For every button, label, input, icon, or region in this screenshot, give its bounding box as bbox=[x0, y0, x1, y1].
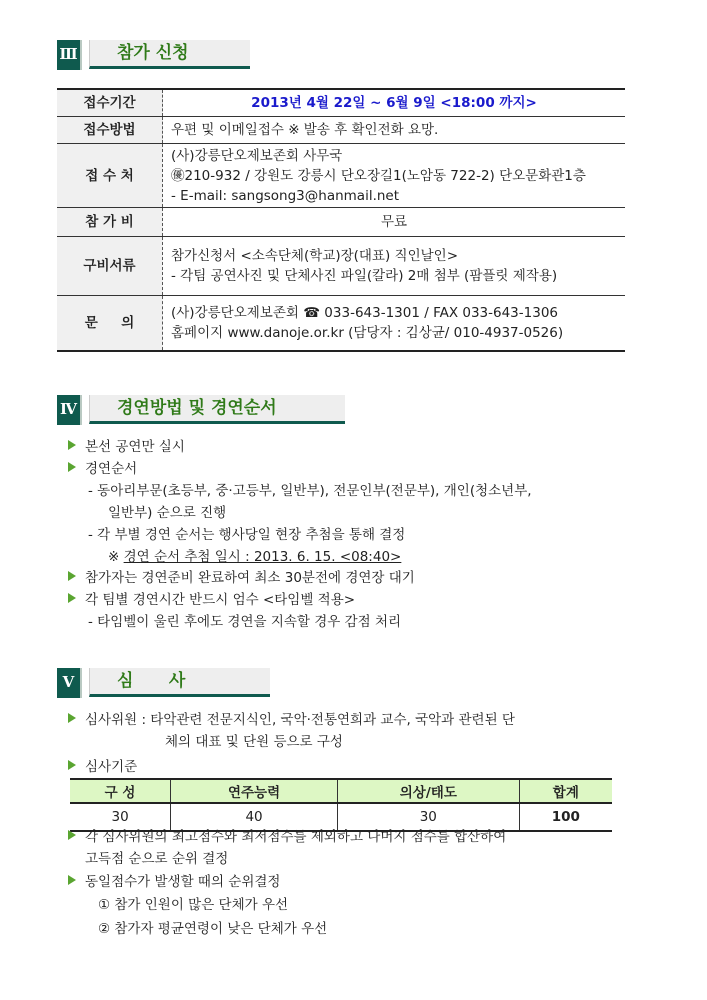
bullet-item bbox=[68, 459, 137, 479]
total-cell: 100 bbox=[519, 803, 612, 831]
bullet-text: 심사위원 : 타악관련 전문지식인, 국악·전통연희과 교수, 국악과 관련된 단 bbox=[85, 712, 515, 728]
note-mark: ※ bbox=[108, 549, 120, 565]
column-header: 합계 bbox=[519, 779, 612, 803]
application-address bbox=[163, 144, 626, 208]
bullet-item bbox=[68, 827, 506, 847]
table-row bbox=[57, 208, 625, 237]
bullet-text: 본선 공연만 실시 bbox=[85, 439, 185, 455]
bullet-item bbox=[68, 757, 137, 777]
sub-item: - 타임벨이 울린 후에도 경연을 지속할 경우 감점 처리 bbox=[88, 614, 402, 630]
bullet-text: 경연순서 bbox=[85, 461, 138, 477]
scoring-criteria-table bbox=[70, 778, 612, 832]
arrow-icon bbox=[68, 571, 76, 581]
row-label: 참 가 비 bbox=[57, 208, 163, 237]
continuation-text: 체의 대표 및 단원 등으로 구성 bbox=[165, 734, 343, 750]
section-title: 경연방법 및 경연순서 bbox=[89, 395, 345, 424]
bullet-item bbox=[68, 710, 515, 730]
table-row bbox=[57, 296, 625, 351]
application-method: 우편 및 이메일접수 ※ 발송 후 확인전화 요망. bbox=[163, 117, 626, 144]
bullet-text: 참가자는 경연준비 완료하여 최소 30분전에 경연장 대기 bbox=[85, 570, 415, 586]
sub-item: 일반부) 순으로 진행 bbox=[108, 505, 227, 521]
arrow-icon bbox=[68, 875, 76, 885]
column-header: 의상/태도 bbox=[337, 779, 519, 803]
table-row bbox=[57, 89, 625, 117]
continuation-text: 고득점 순으로 순위 결정 bbox=[85, 851, 229, 867]
cell-line: - 각팀 공연사진 및 단체사진 파일(칼라) 2매 첨부 (팜플릿 제작용) bbox=[171, 268, 558, 284]
section-title: 참가 신청 bbox=[89, 40, 250, 69]
column-header: 구 성 bbox=[70, 779, 171, 803]
arrow-icon bbox=[68, 713, 76, 723]
cell-line: 참가신청서 <소속단체(학교)장(대표) 직인날인> bbox=[171, 248, 459, 264]
cell-line: (사)강릉단오제보존회 사무국 bbox=[171, 147, 343, 164]
bullet-text: 심사기준 bbox=[85, 759, 138, 775]
row-label: 접수방법 bbox=[57, 117, 163, 144]
arrow-icon bbox=[68, 462, 76, 472]
section-title: 심 사 bbox=[89, 668, 270, 697]
table-cell: 40 bbox=[171, 803, 338, 831]
row-label: 구비서류 bbox=[57, 237, 163, 296]
table-header-row bbox=[70, 779, 612, 803]
cell-line: 홈페이지 www.danoje.or.kr (담당자 : 김상균/ 010-4937-0526) bbox=[171, 324, 564, 341]
table-row bbox=[57, 237, 625, 296]
cell-line: (사)강릉단오제보존회 ☎ 033-643-1301 / FAX 033-643-1306 bbox=[171, 304, 558, 321]
draw-date-text: 경연 순서 추첨 일시 : 2013. 6. 15. <08:40> bbox=[123, 549, 402, 565]
contact-info bbox=[163, 296, 626, 351]
bullet-text: 각 팀별 경연시간 반드시 엄수 <타임벨 적용> bbox=[85, 592, 356, 608]
bullet-item bbox=[68, 590, 355, 610]
bullet-item bbox=[68, 872, 280, 892]
row-label: 문 의 bbox=[57, 296, 163, 351]
fee-value: 무료 bbox=[163, 208, 626, 237]
cell-line: ㊝210-932 / 강원도 강릉시 단오장길1(노암동 722-2) 단오문화관1층 bbox=[171, 167, 586, 184]
section-number: Ⅳ bbox=[57, 395, 82, 425]
arrow-icon bbox=[68, 830, 76, 840]
section-number: Ⅴ bbox=[57, 668, 82, 698]
row-label: 접 수 처 bbox=[57, 144, 163, 208]
numbered-item: ② 참가자 평균연령이 낮은 단체가 우선 bbox=[98, 921, 328, 937]
note-item bbox=[108, 547, 401, 567]
table-cell: 30 bbox=[70, 803, 171, 831]
arrow-icon bbox=[68, 440, 76, 450]
bullet-item bbox=[68, 437, 185, 457]
application-info-table bbox=[57, 88, 625, 352]
bullet-text: 각 심사위원의 최고점수와 최저점수를 제외하고 나머지 점수를 합산하여 bbox=[85, 829, 507, 845]
bullet-item bbox=[68, 568, 415, 588]
numbered-item: ① 참가 인원이 많은 단체가 우선 bbox=[98, 897, 289, 913]
table-row bbox=[57, 117, 625, 144]
sub-item: - 각 부별 경연 순서는 행사당일 현장 추첨을 통해 결정 bbox=[88, 527, 406, 543]
email-text: - E-mail: sangsong3@hanmail.net bbox=[171, 187, 400, 204]
arrow-icon bbox=[68, 593, 76, 603]
arrow-icon bbox=[68, 760, 76, 770]
bullet-text: 동일점수가 발생할 때의 순위결정 bbox=[85, 874, 281, 890]
table-row bbox=[57, 144, 625, 208]
column-header: 연주능력 bbox=[171, 779, 338, 803]
application-period: 2013년 4월 22일 ~ 6월 9일 <18:00 까지> bbox=[163, 89, 626, 117]
required-documents bbox=[163, 237, 626, 296]
row-label: 접수기간 bbox=[57, 89, 163, 117]
section-number: Ⅲ bbox=[57, 40, 82, 70]
table-cell: 30 bbox=[337, 803, 519, 831]
sub-item: - 동아리부문(초등부, 중·고등부, 일반부), 전문인부(전문부), 개인(청소년부, bbox=[88, 483, 532, 499]
